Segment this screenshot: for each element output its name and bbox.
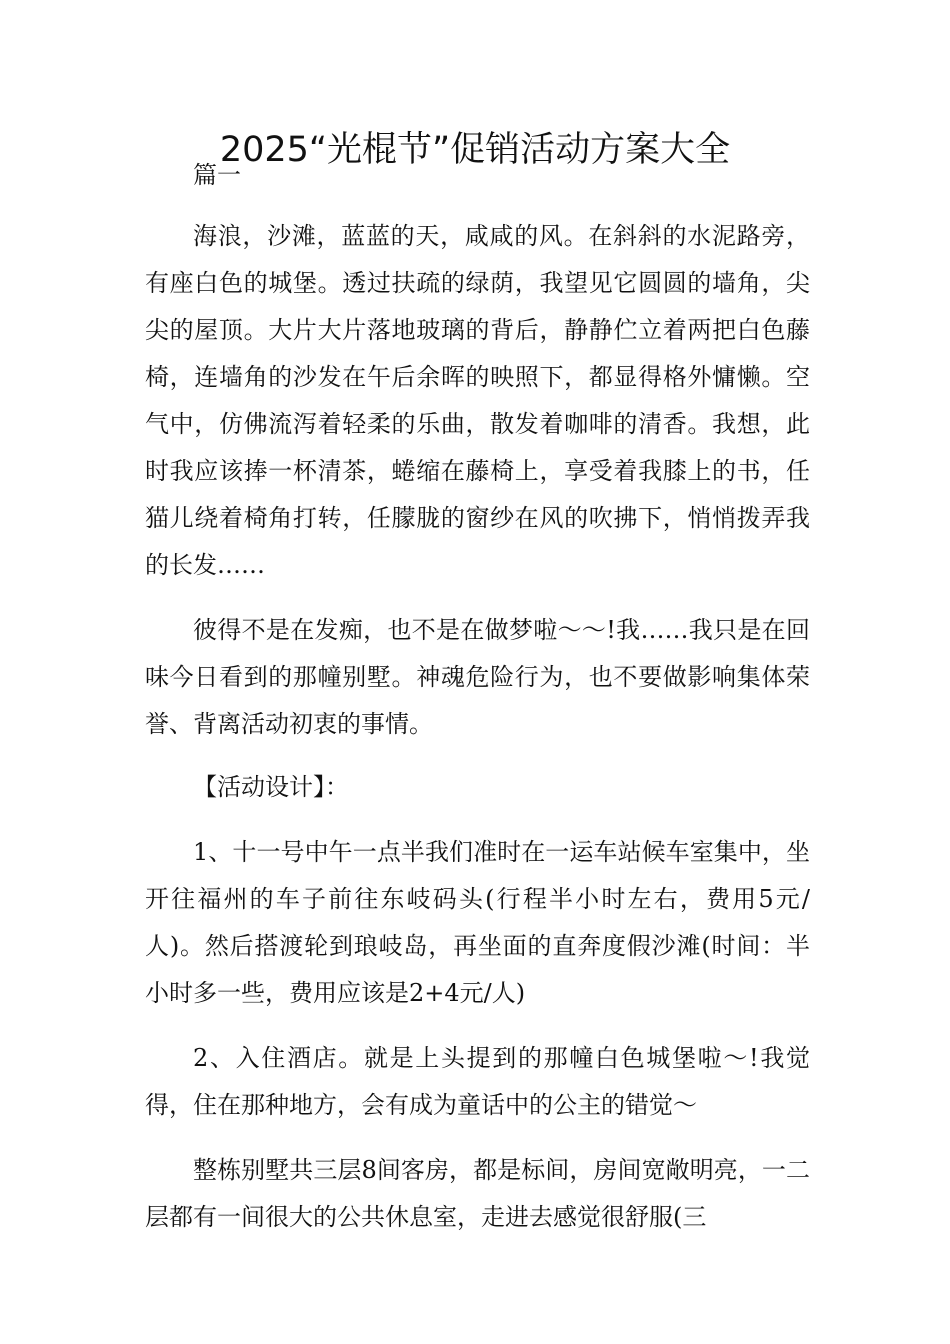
section-label: 篇一 [193,161,241,189]
paragraph-reflection: 彼得不是在发痴，也不是在做梦啦～～!我……我只是在回味今日看到的那幢别墅。神魂危险行为，也不要做影响集体荣誉、背离活动初衷的事情。 [145,616,810,738]
document-body [145,152,810,1241]
activity-item-1: 1、十一号中午一点半我们准时在一运车站候车室集中，坐开往福州的车子前往东岐码头(行程半小时左右，费用5元/人)。然后搭渡轮到琅岐岛，再坐面的直奔度假沙滩(时间：半小时多一些，费用应该是2+4元/人) [145,838,810,1007]
activity-item-villa: 整栋别墅共三层8间客房，都是标间，房间宽敞明亮，一二层都有一间很大的公共休息室，走进去感觉很舒服(三 [145,1156,810,1231]
activity-item-2: 2、入住酒店。就是上头提到的那幢白色城堡啦～!我觉得，住在那种地方，会有成为童话中的公主的错觉～ [145,1044,810,1119]
paragraph-intro: 海浪，沙滩，蓝蓝的天，咸咸的风。在斜斜的水泥路旁，有座白色的城堡。透过扶疏的绿荫，我望见它圆圆的墙角，尖尖的屋顶。大片大片落地玻璃的背后，静静伫立着两把白色藤椅，连墙角的沙发在午后余晖的映照下，都显得格外慵懒。空气中，仿佛流泻着轻柔的乐曲，散发着咖啡的清香。我想，此时我应该捧一杯清茶，蜷缩在藤椅上，享受着我膝上的书，任猫儿绕着椅角打转，任朦胧的窗纱在风的吹拂下，悄悄拨弄我的长发…… [145,222,810,579]
activity-heading: 【活动设计】： [193,773,349,801]
document-title: 2025“光棍节”促销活动方案大全 [219,130,731,170]
